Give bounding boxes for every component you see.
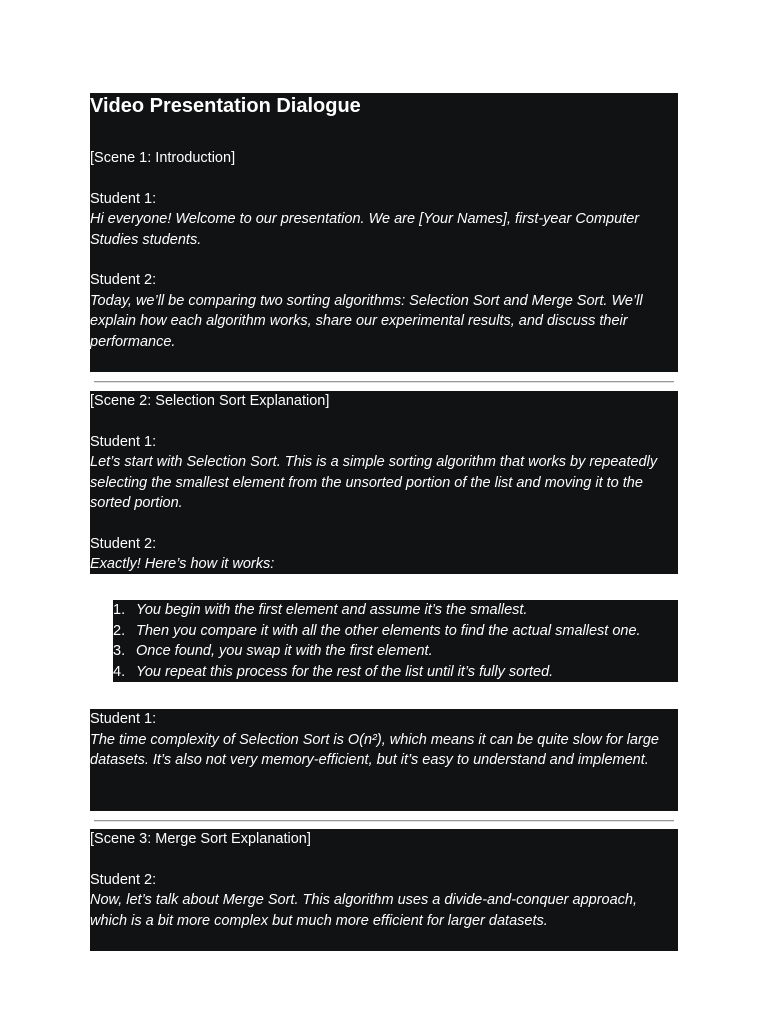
dialogue-line: Now, let’s talk about Merge Sort. This algorithm uses a divide-and-conquer approach, which is a bit more complex but much more efficient for larger datasets. [90,892,637,929]
list-item: 4. You repeat this process for the rest of the list until it’s fully sorted. [113,663,554,680]
list-item: 2. Then you compare it with all the other elements to find the actual smallest one. [113,622,641,639]
dialogue-line: Today, we’ll be comparing two sorting algorithms: Selection Sort and Merge Sort. We’ll explain how each algorithm works, share our experimental results, and discuss their performance. [90,292,643,350]
divider [94,820,674,822]
scene-3-block [90,829,678,951]
dialogue-line: Let’s start with Selection Sort. This is a simple sorting algorithm that works by repeatedly selecting the smallest element from the unsorted portion of the list and moving it to the sorted portion. [90,454,658,511]
speaker-label: Student 2: [90,272,157,288]
scene-1-block [90,93,678,372]
speaker-label: Student 2: [90,871,157,888]
dialogue-line: The time complexity of Selection Sort is O(n²), which means it can be quite slow for large datasets. It’s also not very memory-efficient, but it’s easy to understand and implement. [90,731,659,768]
complexity-block [90,709,678,811]
steps-list-block [113,600,678,682]
speaker-label: Student 2: [90,535,157,552]
speaker-label: Student 1: [90,190,157,207]
dialogue-line: Exactly! Here’s how it works: [90,556,275,572]
speaker-label: Student 1: [90,711,157,727]
scene-2-block [90,391,678,574]
scene-heading: [Scene 1: Introduction] [90,150,236,166]
divider [94,381,674,383]
list-item: 3. Once found, you swap it with the first element. [113,643,433,659]
page-title: Video Presentation Dialogue [90,95,361,117]
scene-heading: [Scene 3: Merge Sort Explanation] [90,831,311,847]
steps-list [113,600,678,682]
list-item: 1. You begin with the first element and assume it’s the smallest. [113,602,528,618]
dialogue-line: Hi everyone! Welcome to our presentation. We are [Your Names], first-year Computer Studies students. [90,211,640,248]
scene-heading: [Scene 2: Selection Sort Explanation] [90,393,330,409]
speaker-label: Student 1: [90,433,157,450]
